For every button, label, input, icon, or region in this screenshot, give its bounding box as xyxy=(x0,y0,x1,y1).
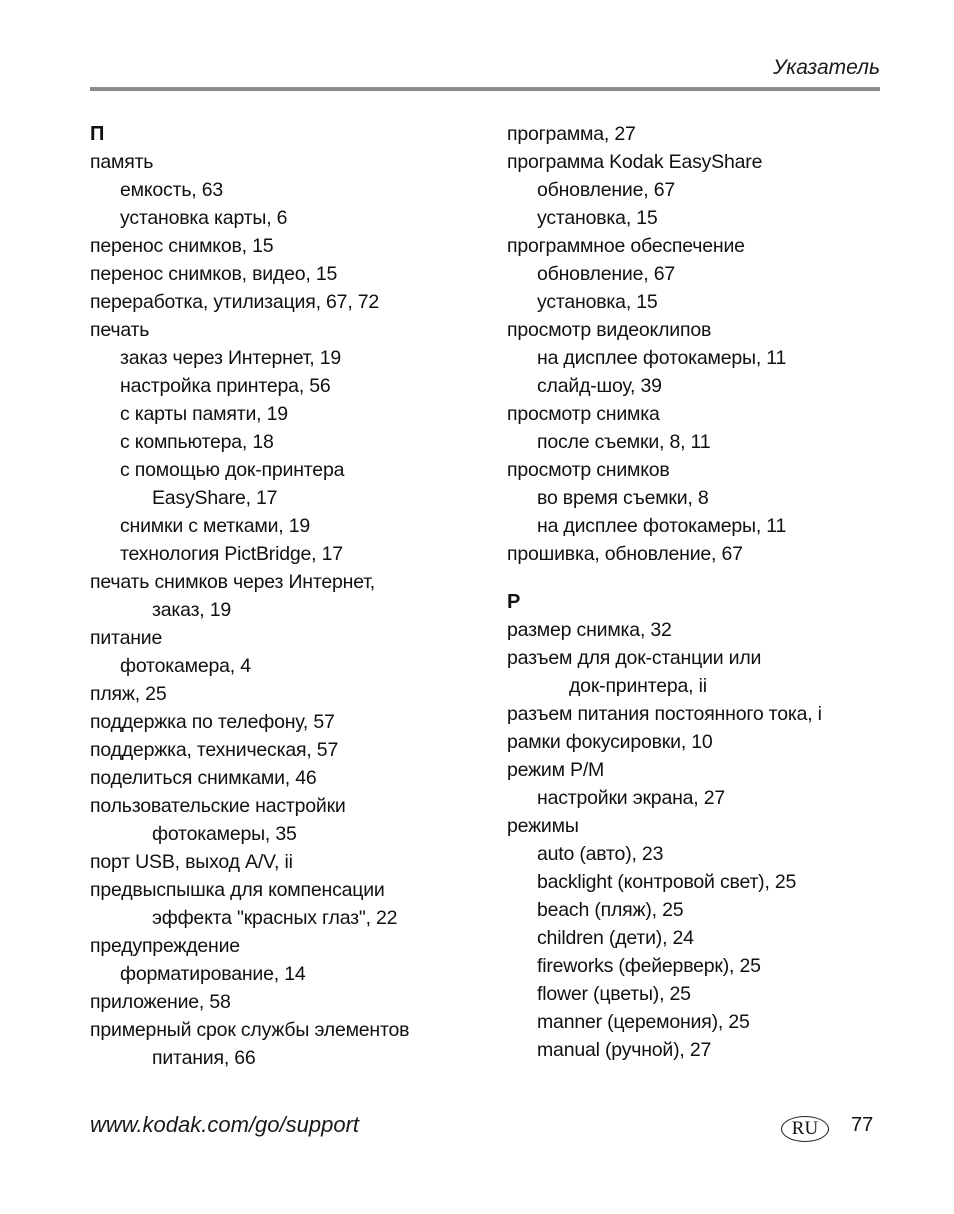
index-entry: просмотр видеоклипов xyxy=(507,319,712,341)
index-entry: поделиться снимками, 46 xyxy=(90,767,317,789)
index-entry: приложение, 58 xyxy=(90,991,231,1013)
index-entry: разъем для док-станции или xyxy=(507,647,762,669)
index-entry: manual (ручной), 27 xyxy=(537,1039,712,1061)
index-entry: разъем питания постоянного тока, i xyxy=(507,703,822,725)
index-entry: поддержка, техническая, 57 xyxy=(90,739,339,761)
index-entry: эффекта "красных глаз", 22 xyxy=(152,907,398,929)
index-entry: с компьютера, 18 xyxy=(120,431,274,453)
index-entry: док-принтера, ii xyxy=(569,675,707,697)
index-entry: программа Kodak EasyShare xyxy=(507,151,763,173)
index-entry: manner (церемония), 25 xyxy=(537,1011,750,1033)
index-entry: заказ через Интернет, 19 xyxy=(120,347,342,369)
index-entry: настройки экрана, 27 xyxy=(537,787,726,809)
index-entry: размер снимка, 32 xyxy=(507,619,672,641)
index-entry: емкость, 63 xyxy=(120,179,224,201)
index-entry: снимки с метками, 19 xyxy=(120,515,310,537)
index-entry: с помощью док-принтера xyxy=(120,459,345,481)
index-entry: пользовательские настройки xyxy=(90,795,346,817)
index-entry: программное обеспечение xyxy=(507,235,745,257)
index-entry: backlight (контровой свет), 25 xyxy=(537,871,797,893)
index-entry: flower (цветы), 25 xyxy=(537,983,691,1005)
index-entry: с карты памяти, 19 xyxy=(120,403,288,425)
index-entry: на дисплее фотокамеры, 11 xyxy=(537,515,787,537)
index-entry: предвыспышка для компенсации xyxy=(90,879,385,901)
header-divider xyxy=(90,87,880,91)
index-entry: форматирование, 14 xyxy=(120,963,306,985)
index-entry: fireworks (фейерверк), 25 xyxy=(537,955,761,977)
index-entry: перенос снимков, 15 xyxy=(90,235,274,257)
index-entry: программа, 27 xyxy=(507,123,636,145)
index-entry: обновление, 67 xyxy=(537,263,675,285)
index-column-right xyxy=(507,120,927,1064)
index-entry: предупреждение xyxy=(90,935,240,957)
index-entry: режимы xyxy=(507,815,579,837)
index-entry: EasyShare, 17 xyxy=(152,487,278,509)
page-number: 77 xyxy=(851,1114,874,1136)
index-letter-heading: П xyxy=(90,123,105,145)
index-entry: установка, 15 xyxy=(537,291,658,313)
index-entry: beach (пляж), 25 xyxy=(537,899,684,921)
index-entry: переработка, утилизация, 67, 72 xyxy=(90,291,380,313)
index-entry: children (дети), 24 xyxy=(537,927,694,949)
index-entry: пляж, 25 xyxy=(90,683,167,705)
index-entry: прошивка, обновление, 67 xyxy=(507,543,743,565)
index-entry: после съемки, 8, 11 xyxy=(537,431,711,453)
index-entry: установка карты, 6 xyxy=(120,207,288,229)
language-badge: RU xyxy=(781,1116,829,1142)
index-entry: установка, 15 xyxy=(537,207,658,229)
index-entry: режим P/M xyxy=(507,759,605,781)
index-entry: печать снимков через Интернет, xyxy=(90,571,375,593)
index-entry: рамки фокусировки, 10 xyxy=(507,731,713,753)
index-entry: память xyxy=(90,151,154,173)
index-entry: просмотр снимков xyxy=(507,459,670,481)
index-entry: перенос снимков, видео, 15 xyxy=(90,263,338,285)
index-entry: питания, 66 xyxy=(152,1047,256,1069)
footer-support-url: www.kodak.com/go/support xyxy=(90,1112,360,1137)
index-entry: примерный срок службы элементов xyxy=(90,1019,410,1041)
index-entry: фотокамера, 4 xyxy=(120,655,251,677)
index-entry: фотокамеры, 35 xyxy=(152,823,297,845)
index-entry: порт USB, выход A/V, ii xyxy=(90,851,293,873)
index-entry: настройка принтера, 56 xyxy=(120,375,331,397)
index-entry: обновление, 67 xyxy=(537,179,675,201)
index-entry: во время съемки, 8 xyxy=(537,487,709,509)
index-column-left xyxy=(90,120,510,1072)
index-entry: слайд-шоу, 39 xyxy=(537,375,662,397)
index-entry: на дисплее фотокамеры, 11 xyxy=(537,347,787,369)
index-entry: заказ, 19 xyxy=(152,599,232,621)
index-entry: печать xyxy=(90,319,150,341)
index-entry: технология PictBridge, 17 xyxy=(120,543,343,565)
index-entry: auto (авто), 23 xyxy=(537,843,664,865)
index-entry: просмотр снимка xyxy=(507,403,660,425)
index-letter-heading: Р xyxy=(507,591,521,613)
index-entry: питание xyxy=(90,627,163,649)
index-entry: поддержка по телефону, 57 xyxy=(90,711,335,733)
page-header-title: Указатель xyxy=(773,56,880,79)
